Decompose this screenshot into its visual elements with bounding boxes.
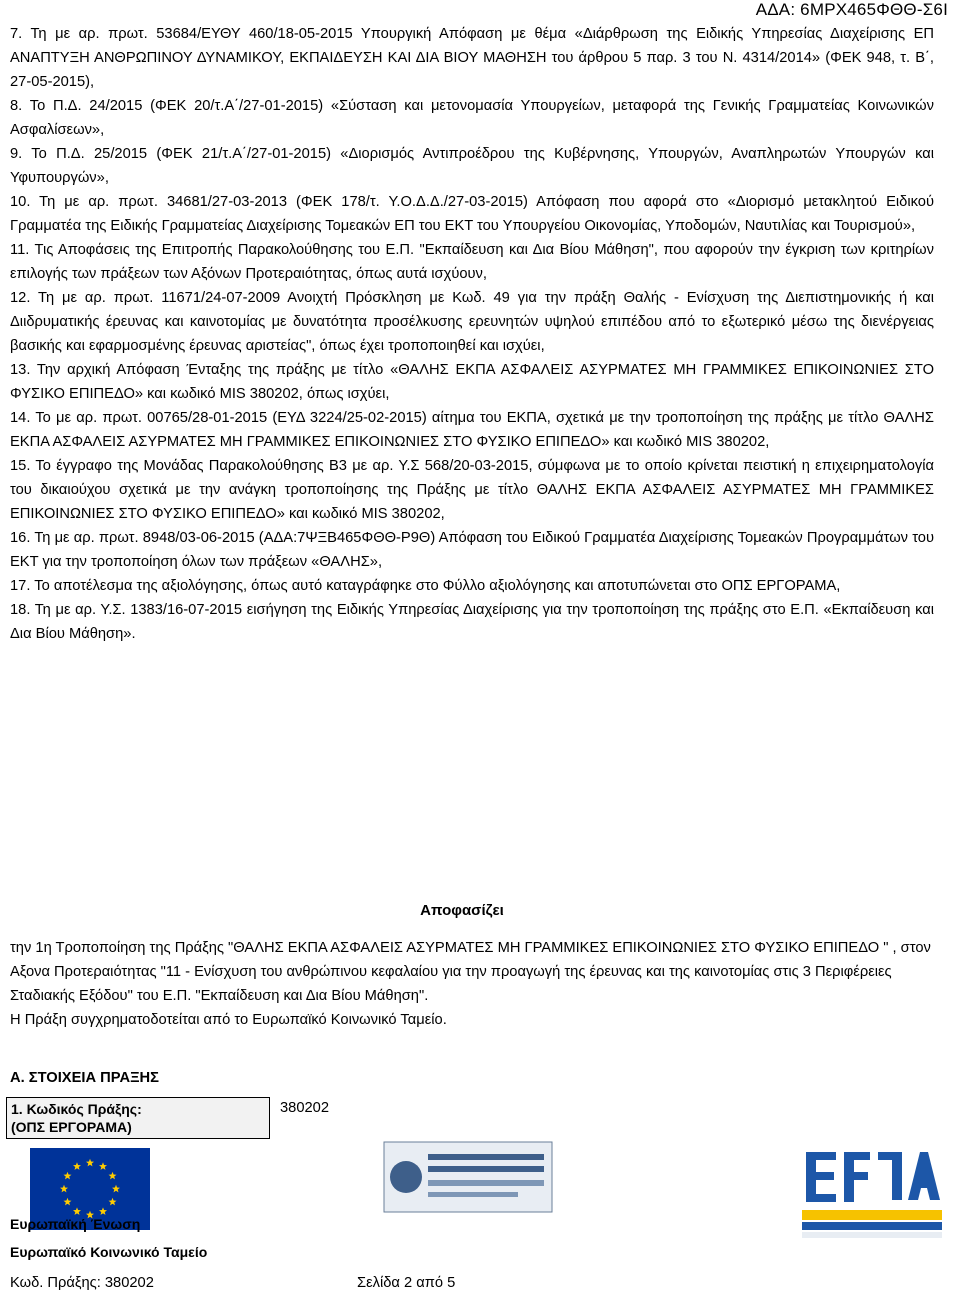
decision-text — [10, 936, 934, 1032]
project-code-label-line2: (ΟΠΣ ΕΡΓΟΡΑΜΑ) — [11, 1119, 132, 1135]
project-code-value: 380202 — [280, 1099, 330, 1116]
footer-project-code: Κωδ. Πράξης: 380202 — [10, 1275, 154, 1291]
footer-page-number: Σελίδα 2 από 5 — [357, 1275, 456, 1291]
paragraph-13: 13. Την αρχική Απόφαση Ένταξης της πράξης με τίτλο «ΘΑΛΗΣ ΕΚΠΑ ΑΣΦΑΛΕΙΣ ΑΣΥΡΜΑΤΕΣ ΜΗ ΓΡΑΜΜΙΚΕΣ ΕΠΙΚΟΙΝΩΝΙΕΣ ΣΤΟ ΦΥΣΙΚΟ ΕΠΙΠΕΔΟ» και κωδικό MIS 380202, όπως ισχύει, — [10, 362, 934, 402]
section-title: Α. ΣΤΟΙΧΕΙΑ ΠΡΑΞΗΣ — [10, 1070, 159, 1086]
paragraph-17: 17. Το αποτέλεσμα της αξιολόγησης, όπως αυτό καταγράφηκε στο Φύλλο αξιολόγησης και αποτυπώνεται στο ΟΠΣ ΕΡΓΟΡΑΜΑ, — [10, 578, 841, 594]
education-ministry-logo — [382, 1140, 554, 1214]
eu-fund-label: Ευρωπαϊκό Κοινωνικό Ταμείο — [10, 1244, 208, 1260]
project-info-table — [6, 1097, 333, 1139]
project-code-label — [7, 1098, 270, 1139]
project-code-label-line1: 1. Κωδικός Πράξης: — [11, 1101, 142, 1117]
paragraph-12: 12. Τη με αρ. πρωτ. 11671/24-07-2009 Ανοιχτή Πρόσκληση με Κωδ. 49 για την πράξη Θαλής - Ενίσχυση της Διεπιστημονικής ή και Διιδρυματικής έρευνας και καινοτομίας με δυνατότητα προσέλκυσης ερευνητών υψηλού επιπέδου από το εξωτερικό μέσω της διενέργειας βασικής και εφαρμοσμένης έρευνας αριστείας", όπως έχει τροποποιηθεί και ισχύει, — [10, 290, 934, 354]
paragraph-18: 18. Τη με αρ. Υ.Σ. 1383/16-07-2015 εισήγηση της Ειδικής Υπηρεσίας Διαχείρισης για την τροποποίηση της πράξης στο Ε.Π. «Εκπαίδευση και Δια Βίου Μάθηση». — [10, 602, 934, 642]
espa-logo — [792, 1142, 952, 1242]
paragraph-15: 15. Το έγγραφο της Μονάδας Παρακολούθησης Β3 με αρ. Υ.Σ 568/20-03-2015, σύμφωνα με το οποίο κρίνεται πειστική η επιχειρηματολογία του δικαιούχου σχετικά με την ανάγκη τροποποίησης της Πράξης με τίτλο ΘΑΛΗΣ ΕΚΠΑ ΑΣΦΑΛΕΙΣ ΑΣΥΡΜΑΤΕΣ ΜΗ ΓΡΑΜΜΙΚΕΣ ΕΠΙΚΟΙΝΩΝΙΕΣ ΣΤΟ ΦΥΣΙΚΟ ΕΠΙΠΕΔΟ» και κωδικό MIS 380202, — [10, 458, 934, 522]
document-body — [10, 22, 934, 646]
eu-union-label: Ευρωπαϊκή Ένωση — [10, 1216, 141, 1232]
paragraph-7: 7. Τη με αρ. πρωτ. 53684/ΕΥΘΥ 460/18-05-2015 Υπουργική Απόφαση με θέμα «Διάρθρωση της Ειδικής Υπηρεσίας Διαχείρισης ΕΠ ΑΝΑΠΤΥΞΗ ΑΝΘΡΩΠΙΝΟΥ ΔΥΝΑΜΙΚΟΥ, ΕΚΠΑΙΔΕΥΣΗ ΚΑΙ ΔΙΑ ΒΙΟΥ ΜΑΘΗΣΗ του άρθρου 5 παρ. 3 του Ν. 4314/2014» (ΦΕΚ 948, τ. Β΄, 27-05-2015), — [10, 26, 934, 90]
paragraph-11: 11. Τις Αποφάσεις της Επιτροπής Παρακολούθησης του Ε.Π. "Εκπαίδευση και Δια Βίου Μάθηση", που αφορούν την έγκριση των κριτηρίων επιλογής των πράξεων των Αξόνων Προτεραιότητας, όπως αυτά ισχύουν, — [10, 242, 934, 282]
ada-code: ΑΔΑ: 6ΜΡΧ465ΦΘΘ-Σ6Ι — [755, 0, 948, 19]
decision-heading: Αποφασίζει — [420, 902, 504, 919]
paragraph-10: 10. Τη με αρ. πρωτ. 34681/27-03-2013 (ΦΕΚ 178/τ. Υ.Ο.Δ.Δ./27-03-2015) Απόφαση που αφορά στο «Διορισμό μετακλητού Ειδικού Γραμματέα της Ειδικής Γραμματείας Διαχείρισης Τομεακών ΕΠ του ΕΚΤ του Υπουργείου Οικονομίας, Υποδομών, Ναυτιλίας και Τουρισμού», — [10, 194, 934, 234]
table-row — [7, 1098, 334, 1139]
paragraph-9: 9. Το Π.Δ. 25/2015 (ΦΕΚ 21/τ.Α΄/27-01-2015) «Διορισμός Αντιπροέδρου της Κυβέρνησης, Υπουργών, Αναπληρωτών Υπουργών και Υφυπουργών», — [10, 146, 934, 186]
paragraph-14: 14. Το με αρ. πρωτ. 00765/28-01-2015 (ΕΥΔ 3224/25-02-2015) αίτημα του ΕΚΠΑ, σχετικά με την τροποποίηση της πράξης με τίτλο ΘΑΛΗΣ ΕΚΠΑ ΑΣΦΑΛΕΙΣ ΑΣΥΡΜΑΤΕΣ ΜΗ ΓΡΑΜΜΙΚΕΣ ΕΠΙΚΟΙΝΩΝΙΕΣ ΣΤΟ ΦΥΣΙΚΟ ΕΠΙΠΕΔΟ» και κωδικό MIS 380202, — [10, 410, 934, 450]
decision-line: την 1η Τροποποίηση της Πράξης "ΘΑΛΗΣ ΕΚΠΑ ΑΣΦΑΛΕΙΣ ΑΣΥΡΜΑΤΕΣ ΜΗ ΓΡΑΜΜΙΚΕΣ ΕΠΙΚΟΙΝΩΝΙΕΣ ΣΤΟ ΦΥΣΙΚΟ ΕΠΙΠΕΔΟ " , στον Αξονα Προτεραιότητας "11 - Ενίσχυση του ανθρώπινου κεφαλαίου για την προαγωγή της έρευνας και της καινοτομίας στις 3 Περιφέρειες Σταδιακής Εξόδου" του Ε.Π. "Εκπαίδευση και Δια Βίου Μάθηση". — [10, 940, 931, 1004]
paragraph-8: 8. Το Π.Δ. 24/2015 (ΦΕΚ 20/τ.Α΄/27-01-2015) «Σύσταση και μετονομασία Υπουργείων, μεταφορά της Γενικής Γραμματείας Κοινωνικών Ασφαλίσεων», — [10, 98, 934, 138]
paragraph-16: 16. Τη με αρ. πρωτ. 8948/03-06-2015 (ΑΔΑ:7ΨΞΒ465ΦΘΘ-Ρ9Θ) Απόφαση του Ειδικού Γραμματέα Διαχείρισης Τομεακών Προγραμμάτων του ΕΚΤ για την τροποποίηση όλων των πράξεων «ΘΑΛΗΣ», — [10, 530, 934, 570]
cofunding-line: Η Πράξη συγχρηματοδοτείται από το Ευρωπαϊκό Κοινωνικό Ταμείο. — [10, 1012, 447, 1028]
